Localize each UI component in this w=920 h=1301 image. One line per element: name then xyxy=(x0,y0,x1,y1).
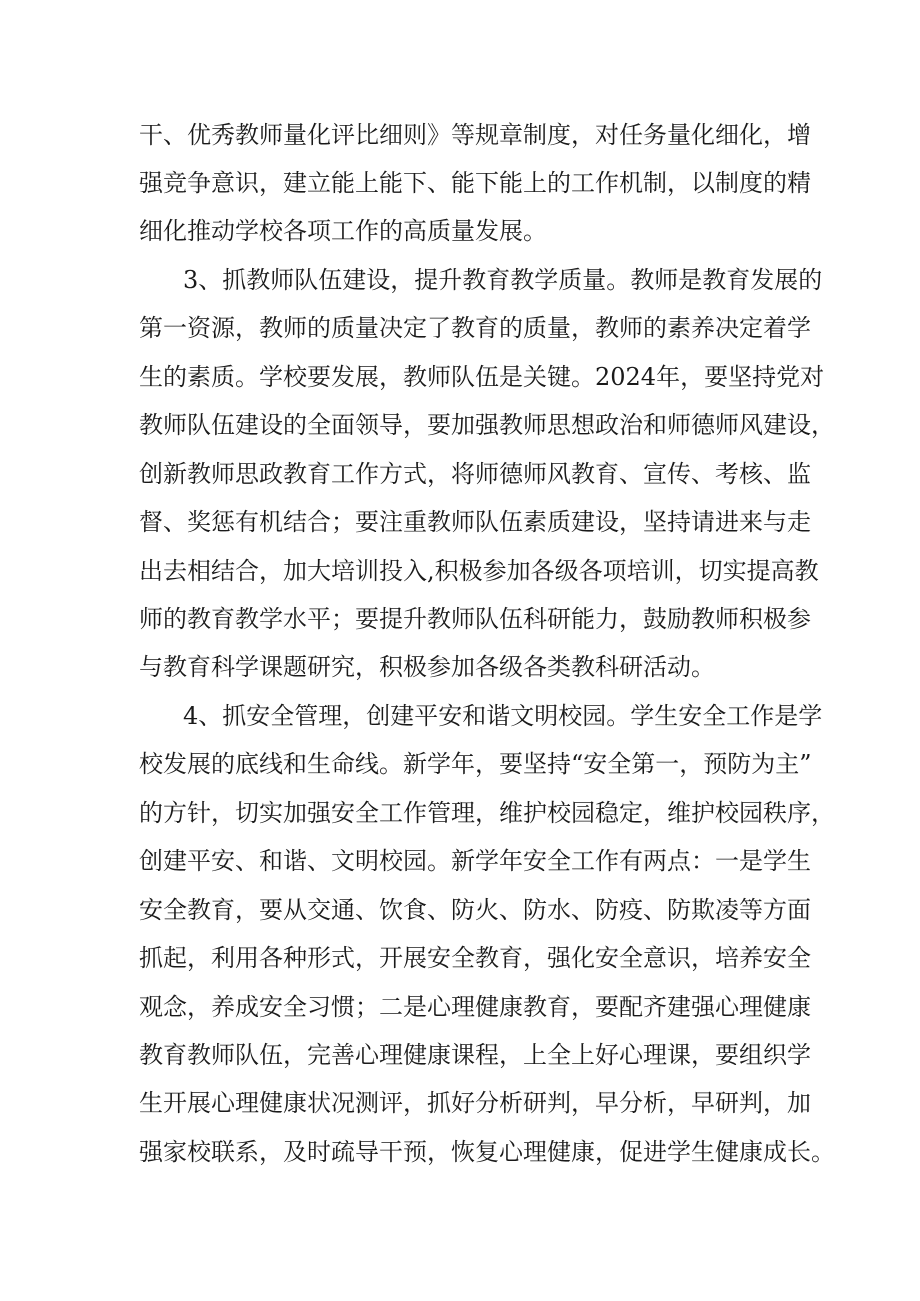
text-line: 师的教育教学水平；要提升教师队伍科研能力，鼓励教师积极参 xyxy=(139,605,811,633)
text-line: 出去相结合，加大培训投入,积极参加各级各项培训，切实提高教 xyxy=(139,557,819,585)
text-line: 与教育科学课题研究，积极参加各级各类教科研活动。 xyxy=(139,653,715,681)
text-line: 督、奖惩有机结合；要注重教师队伍素质建设，坚持请进来与走 xyxy=(139,508,811,536)
text-line: 抓起，利用各种形式，开展安全教育，强化安全意识，培养安全 xyxy=(139,944,811,972)
text-line: 创建平安、和谐、文明校园。新学年安全工作有两点：一是学生 xyxy=(139,847,811,875)
text-line: 生的素质。学校要发展，教师队伍是关键。2024年，要坚持党对 xyxy=(139,363,825,391)
text-line: 创新教师思政教育工作方式，将师德师风教育、宣传、考核、监 xyxy=(139,460,811,488)
text-line: 教师队伍建设的全面领导，要加强教师思想政治和师德师风建设， xyxy=(139,411,835,439)
text-line: 安全教育，要从交通、饮食、防火、防水、防疫、防欺凌等方面 xyxy=(139,896,811,924)
paragraph-3-first-line: 3、抓教师队伍建设，提升教育教学质量。教师是教育发展的 xyxy=(183,266,823,294)
text-line: 生开展心理健康状况测评，抓好分析研判，早分析，早研判，加 xyxy=(139,1089,811,1117)
text-line: 细化推动学校各项工作的高质量发展。 xyxy=(139,217,547,245)
text-line: 校发展的底线和生命线。新学年，要坚持“安全第一，预防为主” xyxy=(139,750,812,778)
text-line: 强竞争意识，建立能上能下、能下能上的工作机制，以制度的精 xyxy=(139,169,811,197)
text-line: 的方针，切实加强安全工作管理，维护校园稳定，维护校园秩序， xyxy=(139,799,835,827)
paragraph-4-first-line: 4、抓安全管理，创建平安和谐文明校园。学生安全工作是学 xyxy=(183,702,823,730)
text-line: 观念，养成安全习惯；二是心理健康教育，要配齐建强心理健康 xyxy=(139,993,811,1021)
text-line: 干、优秀教师量化评比细则》等规章制度，对任务量化细化，增 xyxy=(139,121,811,149)
text-line: 教育教师队伍，完善心理健康课程，上全上好心理课，要组织学 xyxy=(139,1041,811,1069)
text-line: 强家校联系，及时疏导干预，恢复心理健康，促进学生健康成长。 xyxy=(139,1138,835,1166)
text-line: 第一资源，教师的质量决定了教育的质量，教师的素养决定着学 xyxy=(139,314,811,342)
